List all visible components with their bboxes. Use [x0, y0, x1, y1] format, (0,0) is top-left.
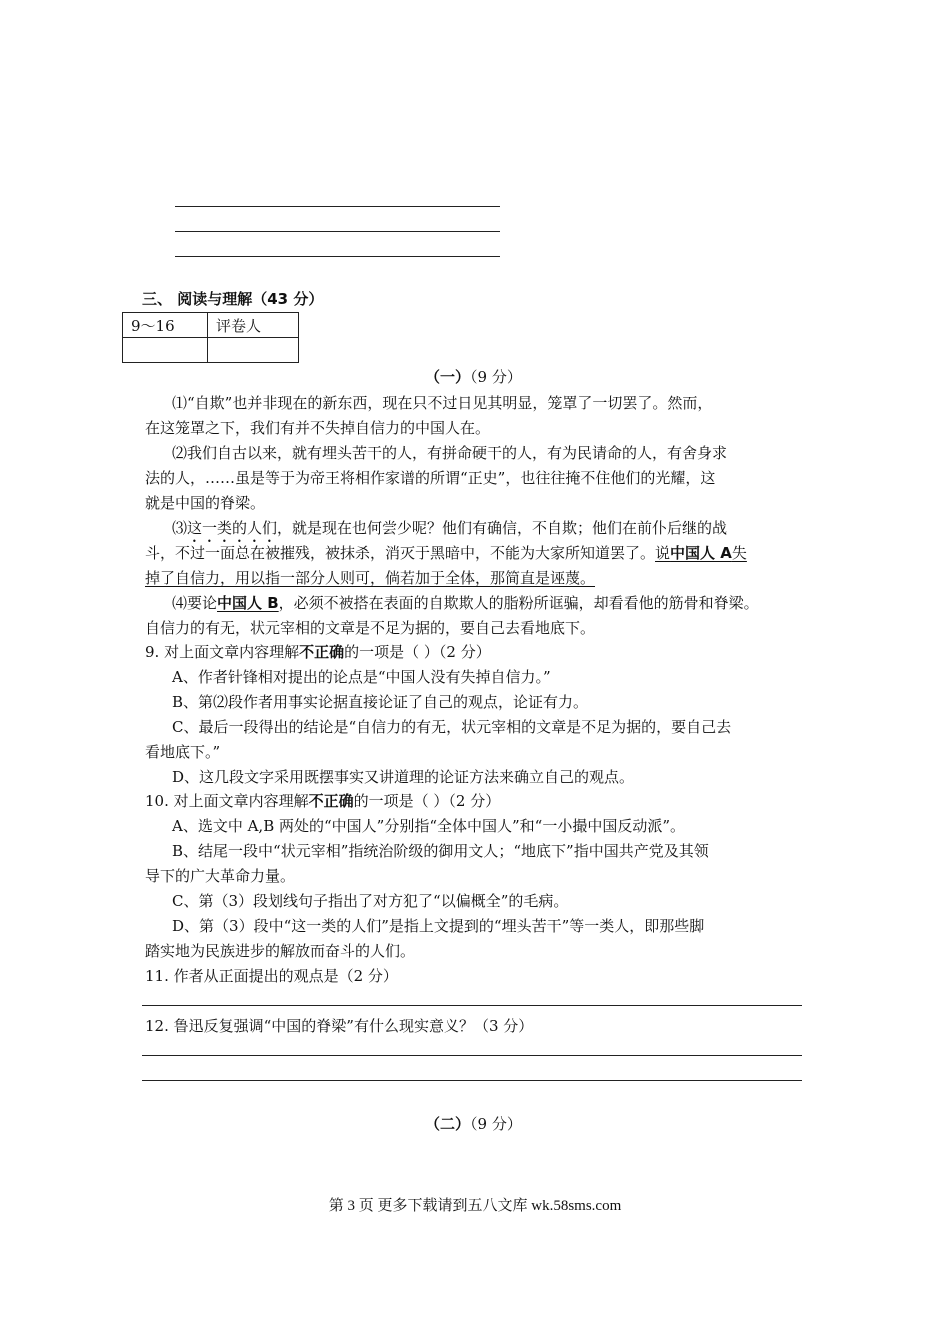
- part1-points: （9 分）: [470, 368, 522, 386]
- part2-heading: [425, 1114, 522, 1134]
- passage-line: ⑷要论中国人 B，必须不被搭在表面的自欺欺人的脂粉所诓骗，却看看他的筋骨和脊梁。: [172, 594, 759, 612]
- option-c-cont: 看地底下。”: [145, 743, 221, 761]
- question-12: 12. 鲁迅反复强调“中国的脊梁”有什么现实意义？（3 分）: [145, 1017, 534, 1035]
- section-title: 三、 阅读与理解（43 分）: [142, 290, 324, 308]
- marker-b: 中国人 B: [217, 594, 279, 612]
- passage-line: 自信力的有无，状元宰相的文章是不足为据的，要自己去看地底下。: [145, 619, 596, 637]
- question-10: 10. 对上面文章内容理解不正确的一项是（ ）（2 分）: [145, 792, 501, 810]
- underlined-sentence: 说: [655, 544, 671, 562]
- score-cell[interactable]: [123, 338, 208, 363]
- option-b[interactable]: B、第⑵段作者用事实论据直接论证了自己的观点，论证有力。: [172, 693, 589, 711]
- part2-points: （9 分）: [470, 1115, 522, 1133]
- question-9: 9. 对上面文章内容理解不正确的一项是（ ）（2 分）: [145, 643, 491, 661]
- option-a[interactable]: A、选文中 A,B 两处的“中国人”分别指“全体中国人”和“一小撮中国反动派”。: [172, 817, 686, 835]
- option-d[interactable]: D、这几段文字采用既摆事实又讲道理的论证方法来确立自己的观点。: [172, 768, 635, 786]
- passage-line: 在这笼罩之下，我们有并不失掉自信力的中国人在。: [145, 419, 491, 437]
- passage-line: 就是中国的脊梁。: [145, 494, 266, 512]
- emphasis-phrase: 这一类的人们: [187, 519, 278, 537]
- answer-line[interactable]: [175, 231, 500, 232]
- part1-heading: [425, 367, 522, 387]
- option-a[interactable]: A、作者针锋相对提出的论点是“中国人没有失掉自信力。”: [172, 668, 551, 686]
- passage-line: 法的人，……虽是等于为帝王将相作家谱的所谓“正史”，也往往掩不住他们的光耀，这: [145, 469, 716, 487]
- answer-line[interactable]: [142, 1055, 802, 1056]
- part1-title: （一）: [425, 368, 471, 386]
- page-footer: 第 3 页 更多下载请到五八文库 wk.58sms.com: [328, 1198, 622, 1214]
- marker-a: 中国人 A: [670, 544, 732, 562]
- answer-line[interactable]: [142, 1005, 802, 1006]
- option-d[interactable]: D、第（3）段中“这一类的人们”是指上文提到的“埋头苦干”等一类人，即那些脚: [172, 917, 705, 935]
- answer-line[interactable]: [175, 256, 500, 257]
- passage-line: ⑴“自欺”也并非现在的新东西，现在只不过日见其明显，笼罩了一切罢了。然而，: [172, 394, 713, 412]
- answer-line[interactable]: [175, 206, 500, 207]
- score-range: 9～16: [123, 313, 208, 338]
- part2-title: （二）: [425, 1115, 471, 1133]
- grader-label: 评卷人: [208, 313, 299, 338]
- paragraph-marker: ⑶: [172, 519, 188, 537]
- grader-cell[interactable]: [208, 338, 299, 363]
- underlined-sentence: 掉了自信力，用以指一部分人则可，倘若加于全体，那简直是诬蔑。: [145, 569, 596, 587]
- option-b-cont: 导下的广大革命力量。: [145, 867, 296, 885]
- option-d-cont: 踏实地为民族进步的解放而奋斗的人们。: [145, 942, 416, 960]
- passage-line: ⑶这一类的人们，就是现在也何尝少呢？他们有确信，不自欺；他们在前仆后继的战: [172, 519, 728, 537]
- option-c[interactable]: C、最后一段得出的结论是“自信力的有无，状元宰相的文章是不足为据的，要自己去: [172, 718, 732, 736]
- answer-line[interactable]: [142, 1080, 802, 1081]
- question-11: 11. 作者从正面提出的观点是（2 分）: [145, 967, 398, 985]
- score-table: [122, 312, 299, 363]
- option-c[interactable]: C、第（3）段划线句子指出了对方犯了“以偏概全”的毛病。: [172, 892, 569, 910]
- passage-line: ⑵我们自古以来，就有埋头苦干的人，有拼命硬干的人，有为民请命的人，有舍身求: [172, 444, 728, 462]
- passage-line: 斗，不过一面总在被摧残，被抹杀，消灭于黑暗中，不能为大家所知道罢了。说中国人 A失: [145, 544, 747, 562]
- option-b[interactable]: B、结尾一段中“状元宰相”指统治阶级的御用文人；“地底下”指中国共产党及其领: [172, 842, 709, 860]
